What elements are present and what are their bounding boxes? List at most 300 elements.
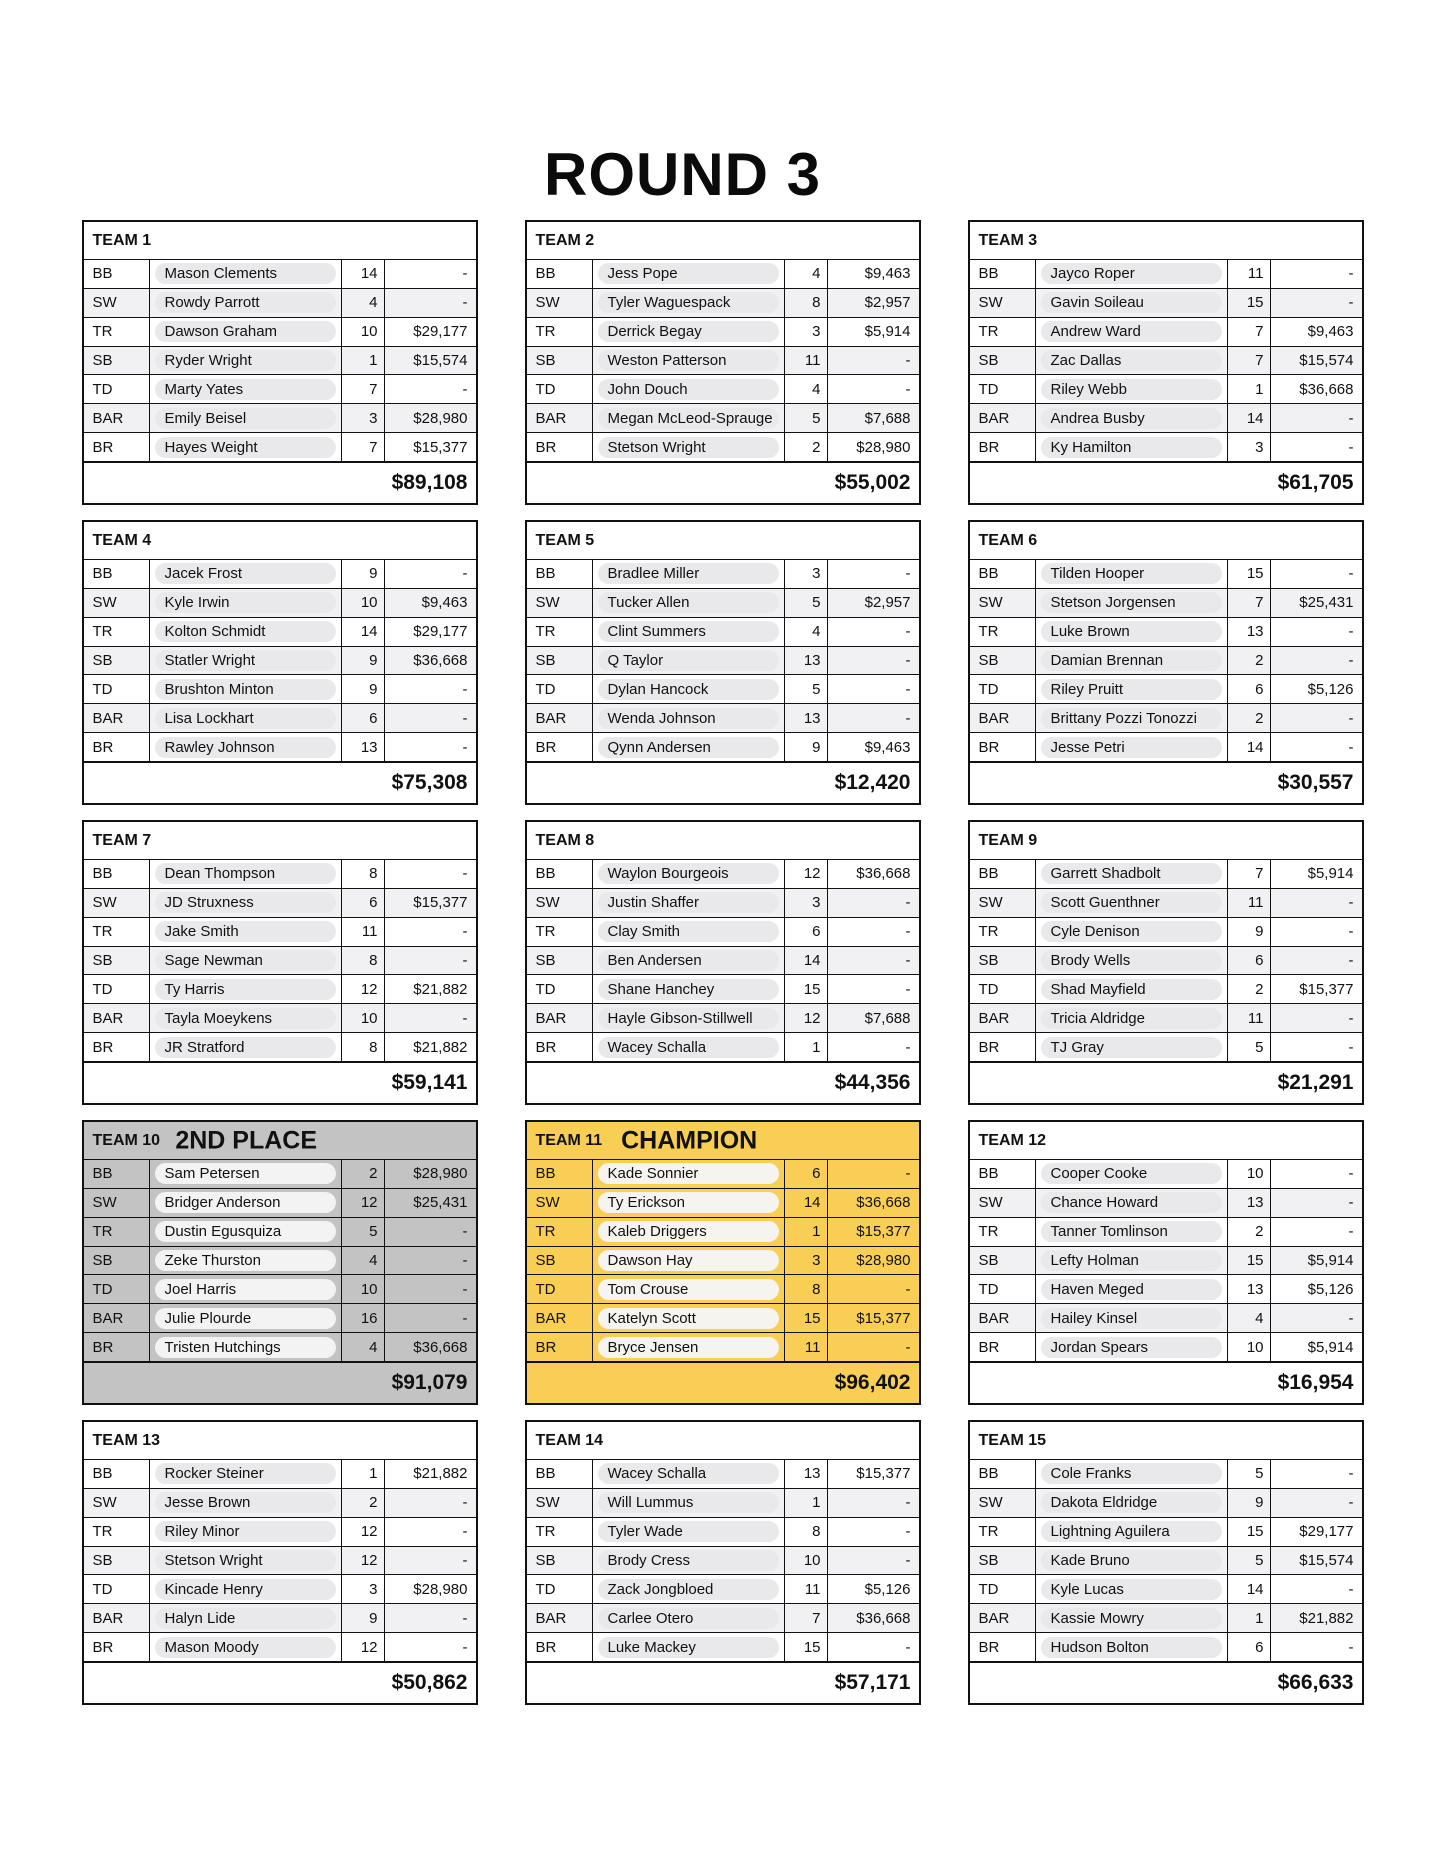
player-name-pill: Kaleb Driggers xyxy=(598,1221,779,1242)
player-name-cell xyxy=(593,860,785,888)
team-total: $57,171 xyxy=(834,1671,911,1695)
winnings-amount: - xyxy=(462,565,468,583)
draw-number: 5 xyxy=(342,1218,385,1246)
player-row xyxy=(970,1274,1362,1303)
draw-number: 3 xyxy=(342,404,385,432)
winnings-amount: $28,980 xyxy=(856,438,911,456)
player-name-pill: Clint Summers xyxy=(598,621,779,642)
player-row xyxy=(970,559,1362,588)
position-label: BB xyxy=(527,260,593,288)
position-label: BB xyxy=(970,560,1036,588)
player-name-cell xyxy=(1036,1604,1228,1632)
draw-number: 8 xyxy=(342,947,385,975)
player-row xyxy=(527,374,919,403)
draw-number: 1 xyxy=(1228,375,1271,403)
player-row xyxy=(84,617,476,646)
winnings-amount: - xyxy=(1348,1494,1354,1512)
player-row xyxy=(970,974,1362,1003)
player-name-pill: Lefty Holman xyxy=(1041,1250,1222,1271)
player-row xyxy=(84,317,476,346)
position-label: BR xyxy=(970,1333,1036,1361)
player-row xyxy=(970,1488,1362,1517)
draw-number: 4 xyxy=(785,618,828,646)
draw-number: 15 xyxy=(785,1633,828,1661)
position-label: BB xyxy=(527,1160,593,1188)
player-row xyxy=(527,1517,919,1546)
draw-number: 13 xyxy=(785,1460,828,1488)
player-name-cell xyxy=(150,618,342,646)
player-name-cell xyxy=(1036,318,1228,346)
draw-number: 10 xyxy=(342,1004,385,1032)
position-label: SW xyxy=(84,289,150,317)
player-name-cell xyxy=(1036,589,1228,617)
player-name-cell xyxy=(1036,1633,1228,1661)
total-row xyxy=(527,761,919,803)
draw-number: 11 xyxy=(785,1575,828,1603)
position-label: SB xyxy=(970,647,1036,675)
player-row xyxy=(84,859,476,888)
position-label: SW xyxy=(527,1189,593,1217)
player-row xyxy=(84,1632,476,1661)
team-name-label: TEAM 9 xyxy=(978,831,1038,849)
player-row xyxy=(527,317,919,346)
player-name-cell xyxy=(1036,675,1228,703)
player-name-pill: Wacey Schalla xyxy=(598,1463,779,1484)
position-label: BB xyxy=(84,260,150,288)
player-row xyxy=(84,1274,476,1303)
player-name-cell xyxy=(593,918,785,946)
winnings-amount: $9,463 xyxy=(864,738,911,756)
player-name-pill: Julie Plourde xyxy=(155,1308,336,1329)
player-name-cell xyxy=(593,1189,785,1217)
winnings-amount: - xyxy=(905,1638,911,1656)
total-row xyxy=(970,1661,1362,1703)
player-name-pill: Jayco Roper xyxy=(1041,263,1222,284)
position-label: TD xyxy=(970,1575,1036,1603)
winnings-amount: - xyxy=(462,952,468,969)
position-label: BB xyxy=(970,860,1036,888)
player-name-pill: Riley Minor xyxy=(155,1521,336,1542)
player-row xyxy=(527,917,919,946)
player-row xyxy=(84,1603,476,1632)
player-row xyxy=(84,559,476,588)
winnings-amount: $2,957 xyxy=(864,594,911,612)
draw-number: 12 xyxy=(785,1004,828,1032)
total-row xyxy=(84,1661,476,1703)
winnings-amount: - xyxy=(462,1309,468,1327)
player-name-pill: Q Taylor xyxy=(598,650,779,671)
player-row xyxy=(970,288,1362,317)
position-label: TD xyxy=(970,675,1036,703)
player-row xyxy=(84,732,476,761)
team-header xyxy=(970,222,1362,259)
draw-number: 6 xyxy=(785,1160,828,1188)
player-name-pill: Statler Wright xyxy=(155,650,336,671)
team-card xyxy=(968,520,1364,805)
winnings-amount: - xyxy=(1348,738,1354,756)
player-row xyxy=(527,288,919,317)
player-name-pill: Kyle Irwin xyxy=(155,592,336,613)
position-label: SW xyxy=(970,289,1036,317)
draw-number: 6 xyxy=(342,704,385,732)
player-name-cell xyxy=(150,1604,342,1632)
winnings-amount: - xyxy=(462,265,468,283)
position-label: BR xyxy=(84,1333,150,1361)
winnings-amount: - xyxy=(905,352,911,369)
player-name-pill: Clay Smith xyxy=(598,921,779,942)
winnings-amount: - xyxy=(1348,1194,1354,1212)
winnings-amount: $36,668 xyxy=(413,652,468,669)
draw-number: 14 xyxy=(785,947,828,975)
player-name-cell xyxy=(150,1333,342,1361)
player-name-cell xyxy=(593,1489,785,1517)
player-name-cell xyxy=(150,704,342,732)
position-label: BR xyxy=(84,433,150,461)
team-total: $44,356 xyxy=(834,1071,911,1095)
winnings-amount: - xyxy=(1348,1038,1354,1056)
draw-number: 15 xyxy=(1228,289,1271,317)
draw-number: 11 xyxy=(1228,889,1271,917)
draw-number: 2 xyxy=(342,1160,385,1188)
position-label: SW xyxy=(970,589,1036,617)
winnings-amount: $28,980 xyxy=(413,1580,468,1598)
player-name-pill: Damian Brennan xyxy=(1041,650,1222,671)
player-row xyxy=(970,346,1362,375)
player-name-pill: Weston Patterson xyxy=(598,350,779,371)
team-total: $30,557 xyxy=(1277,771,1354,795)
winnings-amount: - xyxy=(462,1523,468,1541)
position-label: TD xyxy=(84,675,150,703)
team-name-label: TEAM 4 xyxy=(92,531,152,549)
player-row xyxy=(527,1603,919,1632)
player-name-pill: Zac Dallas xyxy=(1041,350,1222,371)
winnings-amount: $5,126 xyxy=(1307,680,1354,698)
winnings-amount: $15,574 xyxy=(1299,1552,1354,1569)
team-card xyxy=(525,820,921,1105)
draw-number: 7 xyxy=(1228,589,1271,617)
player-name-pill: Dakota Eldridge xyxy=(1041,1492,1222,1513)
player-name-cell xyxy=(593,1604,785,1632)
team-header xyxy=(84,222,476,259)
player-row xyxy=(970,646,1362,675)
player-name-cell xyxy=(150,733,342,761)
position-label: SB xyxy=(527,347,593,375)
position-label: SB xyxy=(527,947,593,975)
player-name-pill: Hayle Gibson-Stillwell xyxy=(598,1008,779,1029)
player-name-pill: JD Struxness xyxy=(155,892,336,913)
winnings-amount: $15,377 xyxy=(856,1223,911,1241)
player-name-pill: Jess Pope xyxy=(598,263,779,284)
player-row xyxy=(84,946,476,975)
player-name-cell xyxy=(150,560,342,588)
player-name-cell xyxy=(593,260,785,288)
position-label: TR xyxy=(970,918,1036,946)
player-name-pill: Tyler Wade xyxy=(598,1521,779,1542)
team-total: $89,108 xyxy=(391,471,468,495)
draw-number: 15 xyxy=(1228,1247,1271,1275)
player-name-cell xyxy=(593,1460,785,1488)
player-name-pill: Kincade Henry xyxy=(155,1579,336,1600)
player-name-cell xyxy=(593,589,785,617)
draw-number: 2 xyxy=(1228,975,1271,1003)
winnings-amount: $36,668 xyxy=(856,1194,911,1212)
total-row xyxy=(84,461,476,503)
winnings-amount: $28,980 xyxy=(413,1165,468,1183)
draw-number: 12 xyxy=(342,1518,385,1546)
winnings-amount: - xyxy=(1348,709,1354,727)
draw-number: 14 xyxy=(1228,733,1271,761)
player-name-cell xyxy=(1036,704,1228,732)
position-label: BR xyxy=(84,733,150,761)
winnings-amount: - xyxy=(905,652,911,669)
player-name-pill: Katelyn Scott xyxy=(598,1308,779,1329)
player-name-cell xyxy=(593,1518,785,1546)
position-label: TR xyxy=(84,1518,150,1546)
winnings-amount: $15,377 xyxy=(413,438,468,456)
position-label: TR xyxy=(970,318,1036,346)
player-name-pill: Scott Guenthner xyxy=(1041,892,1222,913)
winnings-amount: - xyxy=(1348,1309,1354,1327)
position-label: TR xyxy=(527,1518,593,1546)
winnings-amount: $5,914 xyxy=(1307,865,1354,883)
team-total: $75,308 xyxy=(391,771,468,795)
player-name-cell xyxy=(150,289,342,317)
player-name-pill: Andrew Ward xyxy=(1041,321,1222,342)
winnings-amount: - xyxy=(1348,409,1354,427)
player-name-pill: Cyle Denison xyxy=(1041,921,1222,942)
position-label: TR xyxy=(527,318,593,346)
player-name-cell xyxy=(1036,918,1228,946)
position-label: SB xyxy=(84,647,150,675)
winnings-amount: - xyxy=(1348,265,1354,283)
team-total: $66,633 xyxy=(1277,1671,1354,1695)
team-card xyxy=(968,1120,1364,1405)
player-row xyxy=(970,917,1362,946)
draw-number: 15 xyxy=(785,975,828,1003)
player-row xyxy=(970,374,1362,403)
draw-number: 9 xyxy=(342,647,385,675)
player-name-cell xyxy=(1036,860,1228,888)
winnings-amount: $21,882 xyxy=(413,1465,468,1483)
winnings-amount: - xyxy=(1348,1223,1354,1241)
position-label: BAR xyxy=(84,1304,150,1332)
winnings-amount: - xyxy=(462,1252,468,1269)
draw-number: 4 xyxy=(785,375,828,403)
position-label: BB xyxy=(84,1460,150,1488)
position-label: BB xyxy=(527,1460,593,1488)
player-row xyxy=(84,1332,476,1361)
team-total: $16,954 xyxy=(1277,1371,1354,1395)
draw-number: 8 xyxy=(785,1518,828,1546)
position-label: TR xyxy=(84,1218,150,1246)
player-name-cell xyxy=(1036,1004,1228,1032)
player-name-cell xyxy=(593,1333,785,1361)
player-name-cell xyxy=(593,289,785,317)
player-name-cell xyxy=(593,647,785,675)
player-name-pill: Dawson Graham xyxy=(155,321,336,342)
player-name-cell xyxy=(1036,1460,1228,1488)
position-label: BR xyxy=(527,1633,593,1661)
player-name-cell xyxy=(1036,347,1228,375)
draw-number: 8 xyxy=(342,1033,385,1061)
player-name-cell xyxy=(1036,1518,1228,1546)
player-name-cell xyxy=(593,1304,785,1332)
player-name-cell xyxy=(150,318,342,346)
position-label: BB xyxy=(527,860,593,888)
position-label: BB xyxy=(527,560,593,588)
position-label: SW xyxy=(84,1189,150,1217)
draw-number: 7 xyxy=(342,433,385,461)
player-name-cell xyxy=(1036,289,1228,317)
player-name-cell xyxy=(1036,375,1228,403)
draw-number: 3 xyxy=(785,889,828,917)
player-row xyxy=(970,674,1362,703)
player-row xyxy=(84,1246,476,1275)
player-name-pill: Cooper Cooke xyxy=(1041,1163,1222,1184)
draw-number: 13 xyxy=(1228,1275,1271,1303)
draw-number: 11 xyxy=(342,918,385,946)
player-name-cell xyxy=(1036,889,1228,917)
position-label: TD xyxy=(527,1575,593,1603)
draw-number: 6 xyxy=(342,889,385,917)
player-name-cell xyxy=(593,347,785,375)
winnings-amount: - xyxy=(905,1165,911,1183)
player-name-cell xyxy=(1036,1304,1228,1332)
player-name-cell xyxy=(593,1004,785,1032)
draw-number: 7 xyxy=(1228,318,1271,346)
player-name-pill: Hudson Bolton xyxy=(1041,1637,1222,1658)
player-row xyxy=(970,1332,1362,1361)
player-row xyxy=(970,859,1362,888)
position-label: TD xyxy=(84,1575,150,1603)
winnings-amount: $15,377 xyxy=(856,1465,911,1483)
player-row xyxy=(970,432,1362,461)
player-name-pill: Stetson Wright xyxy=(155,1550,336,1571)
draw-number: 10 xyxy=(342,318,385,346)
player-name-pill: Ben Andersen xyxy=(598,950,779,971)
total-row xyxy=(84,1361,476,1403)
player-name-pill: Tom Crouse xyxy=(598,1279,779,1300)
draw-number: 6 xyxy=(1228,675,1271,703)
player-name-cell xyxy=(593,560,785,588)
team-badge: 2ND PLACE xyxy=(175,1126,318,1154)
winnings-amount: $15,377 xyxy=(856,1309,911,1327)
player-name-pill: Wacey Schalla xyxy=(598,1037,779,1058)
player-name-cell xyxy=(150,347,342,375)
player-name-pill: Rocker Steiner xyxy=(155,1463,336,1484)
winnings-amount: $5,914 xyxy=(1307,1338,1354,1356)
player-name-pill: Jake Smith xyxy=(155,921,336,942)
player-name-cell xyxy=(150,404,342,432)
player-name-cell xyxy=(150,889,342,917)
player-name-cell xyxy=(150,647,342,675)
player-row xyxy=(84,674,476,703)
team-total: $50,862 xyxy=(391,1671,468,1695)
winnings-amount: - xyxy=(1348,894,1354,912)
team-header xyxy=(970,822,1362,859)
team-card xyxy=(968,220,1364,505)
position-label: BR xyxy=(970,733,1036,761)
winnings-amount: - xyxy=(1348,652,1354,669)
position-label: BAR xyxy=(527,704,593,732)
player-name-cell xyxy=(593,618,785,646)
winnings-amount: - xyxy=(1348,923,1354,941)
position-label: BAR xyxy=(84,404,150,432)
total-row xyxy=(527,1361,919,1403)
player-row xyxy=(527,1217,919,1246)
player-name-pill: Bradlee Miller xyxy=(598,563,779,584)
player-name-cell xyxy=(150,1575,342,1603)
player-row xyxy=(84,1459,476,1488)
draw-number: 2 xyxy=(785,433,828,461)
player-name-pill: Sam Petersen xyxy=(155,1163,336,1184)
team-header xyxy=(527,822,919,859)
player-name-cell xyxy=(1036,647,1228,675)
winnings-amount: $9,463 xyxy=(864,265,911,283)
player-row xyxy=(970,1546,1362,1575)
player-name-pill: Luke Brown xyxy=(1041,621,1222,642)
team-card xyxy=(525,1120,921,1405)
player-name-pill: Riley Webb xyxy=(1041,379,1222,400)
winnings-amount: $9,463 xyxy=(421,594,468,612)
position-label: TR xyxy=(84,318,150,346)
position-label: SB xyxy=(84,1547,150,1575)
winnings-amount: - xyxy=(1348,1638,1354,1656)
winnings-amount: $7,688 xyxy=(864,1009,911,1027)
player-name-pill: Riley Pruitt xyxy=(1041,679,1222,700)
player-name-cell xyxy=(593,1247,785,1275)
draw-number: 1 xyxy=(785,1489,828,1517)
draw-number: 4 xyxy=(342,1247,385,1275)
winnings-amount: - xyxy=(462,1638,468,1656)
player-name-cell xyxy=(1036,975,1228,1003)
winnings-amount: - xyxy=(905,709,911,727)
player-row xyxy=(84,588,476,617)
team-header xyxy=(970,1422,1362,1459)
player-row xyxy=(527,1246,919,1275)
team-card xyxy=(525,1420,921,1705)
player-name-pill: Qynn Andersen xyxy=(598,737,779,758)
team-name-label: TEAM 13 xyxy=(92,1431,161,1449)
draw-number: 7 xyxy=(1228,860,1271,888)
team-header xyxy=(84,1122,476,1159)
winnings-amount: - xyxy=(462,923,468,941)
player-name-pill: Stetson Wright xyxy=(598,437,779,458)
draw-number: 11 xyxy=(1228,260,1271,288)
player-name-cell xyxy=(150,947,342,975)
position-label: SW xyxy=(84,889,150,917)
position-label: SB xyxy=(970,347,1036,375)
draw-number: 8 xyxy=(785,289,828,317)
player-name-pill: Waylon Bourgeois xyxy=(598,863,779,884)
team-card xyxy=(82,1420,478,1705)
position-label: BB xyxy=(84,860,150,888)
winnings-amount: - xyxy=(1348,1165,1354,1183)
draw-number: 5 xyxy=(1228,1460,1271,1488)
winnings-amount: - xyxy=(905,1494,911,1512)
draw-number: 10 xyxy=(1228,1333,1271,1361)
draw-number: 10 xyxy=(342,589,385,617)
position-label: TR xyxy=(527,1218,593,1246)
winnings-amount: $36,668 xyxy=(413,1338,468,1356)
position-label: BAR xyxy=(970,704,1036,732)
player-name-pill: Tanner Tomlinson xyxy=(1041,1221,1222,1242)
draw-number: 9 xyxy=(342,675,385,703)
player-name-pill: Ryder Wright xyxy=(155,350,336,371)
draw-number: 4 xyxy=(342,289,385,317)
team-total: $12,420 xyxy=(834,771,911,795)
team-header xyxy=(970,522,1362,559)
